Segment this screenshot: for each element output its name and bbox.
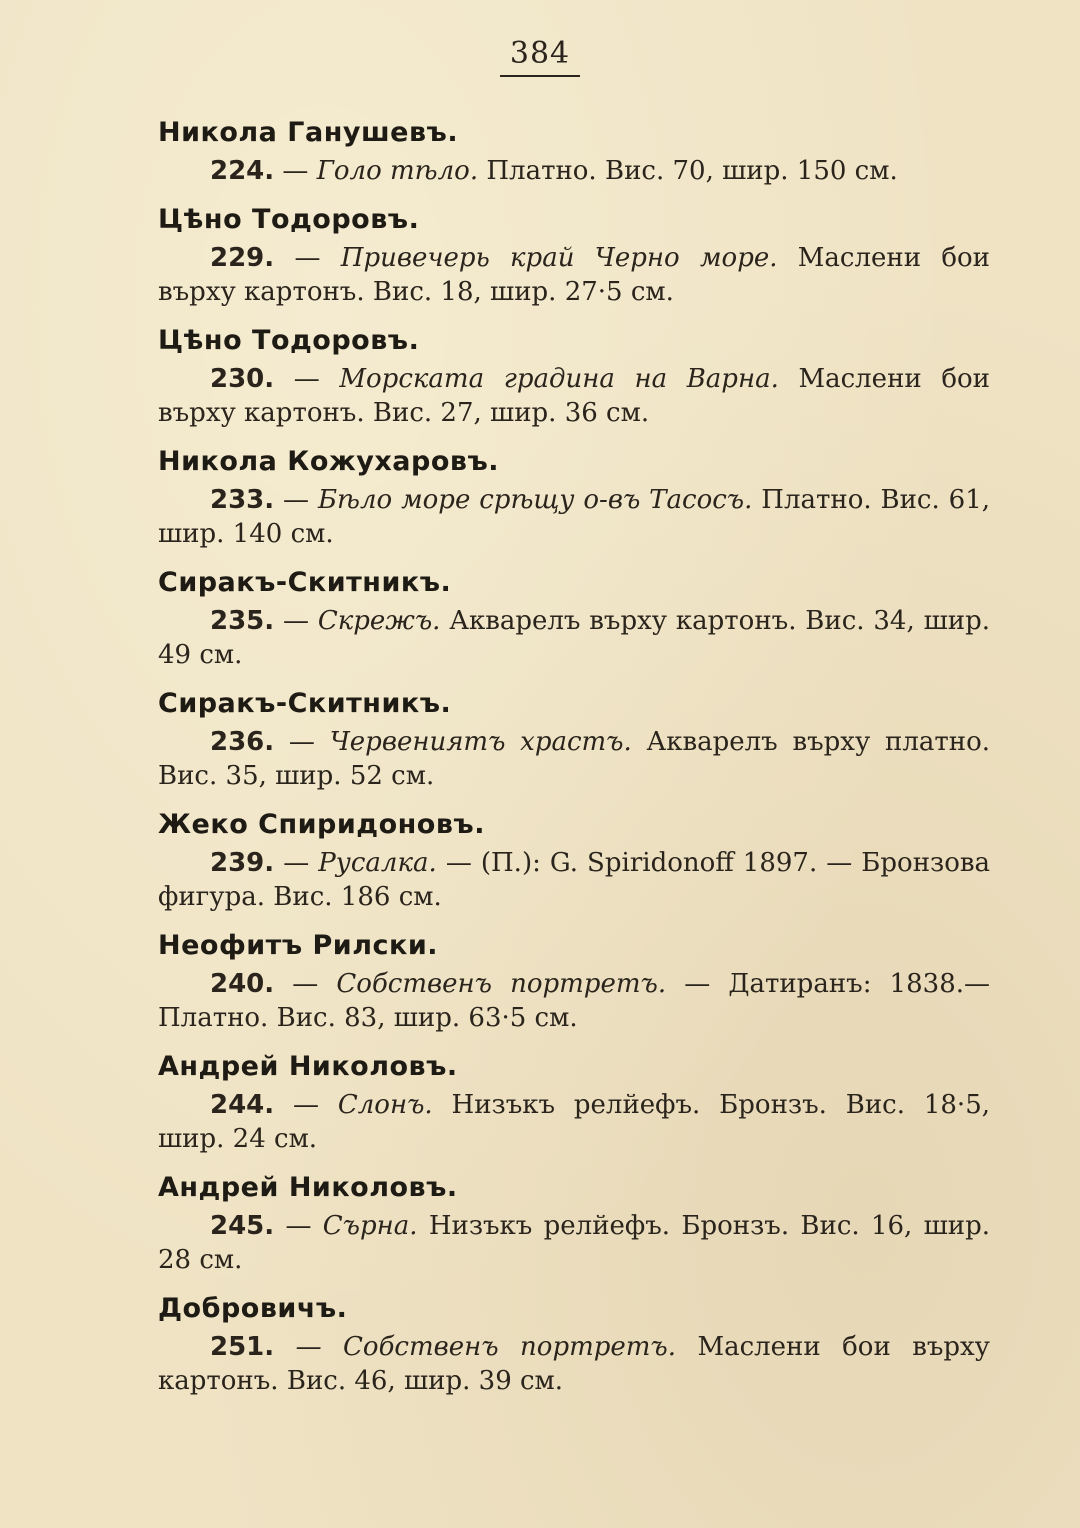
artwork-number: 224. bbox=[210, 156, 275, 186]
artwork-number: 229. bbox=[210, 243, 275, 273]
artwork-number: 236. bbox=[210, 727, 275, 757]
artist-name: Добровичъ. bbox=[158, 1293, 348, 1324]
dash: — bbox=[274, 243, 341, 273]
dash: — bbox=[274, 1211, 323, 1241]
artwork-title: Привечерь край Черно море. bbox=[340, 243, 778, 273]
artwork-details: Низъкъ релйефъ. Бронзъ. Вис. 18·5, шир. 24 см. bbox=[158, 1090, 990, 1154]
artwork-title: Голо тѣло. bbox=[316, 156, 479, 186]
artist-name: Жеко Спиридоновъ. bbox=[158, 809, 485, 840]
page-number bbox=[0, 36, 1080, 77]
catalogue-entry bbox=[158, 1050, 990, 1156]
artwork-details: Платно. Вис. 61, шир. 140 см. bbox=[158, 485, 991, 549]
artwork-title: Сърна. bbox=[322, 1211, 418, 1241]
artwork-number: 235. bbox=[210, 606, 275, 636]
artist-name: Андрей Николовъ. bbox=[158, 1172, 458, 1203]
catalogue-entry bbox=[158, 1171, 990, 1277]
artwork-number: 233. bbox=[210, 485, 275, 515]
artwork-number: 251. bbox=[210, 1332, 275, 1362]
artwork-number: 245. bbox=[210, 1211, 275, 1241]
dash: — bbox=[274, 848, 319, 878]
artist-name: Сиракъ-Скитникъ. bbox=[158, 567, 452, 598]
catalogue-entry bbox=[158, 929, 990, 1035]
artwork-details: Низъкъ релйефъ. Бронзъ. Вис. 16, шир. 28 см. bbox=[158, 1211, 991, 1275]
artwork-title: Собственъ портретъ. bbox=[336, 969, 667, 999]
page-number-text: 384 bbox=[500, 36, 580, 77]
artist-name: Сиракъ-Скитникъ. bbox=[158, 688, 452, 719]
catalogue-list bbox=[158, 116, 990, 1413]
artwork-title: Червениятъ храстъ. bbox=[329, 727, 632, 757]
artwork-description bbox=[158, 846, 990, 914]
artwork-number: 240. bbox=[210, 969, 275, 999]
artwork-details: Маслени бои върху картонъ. Вис. 27, шир. 36 см. bbox=[158, 364, 990, 428]
artwork-title: Бѣло море срѣщу о-въ Тасосъ. bbox=[317, 485, 753, 515]
artwork-description bbox=[158, 725, 990, 793]
artwork-description bbox=[158, 362, 990, 430]
artwork-description bbox=[158, 241, 990, 309]
catalogue-entry bbox=[158, 203, 990, 309]
artist-name: Цѣно Тодоровъ. bbox=[158, 204, 420, 235]
artwork-title: Слонъ. bbox=[337, 1090, 433, 1120]
artwork-description bbox=[158, 483, 990, 551]
artwork-title: Собственъ портретъ. bbox=[343, 1332, 677, 1362]
catalogue-entry bbox=[158, 566, 990, 672]
artwork-title: Скрежъ. bbox=[317, 606, 441, 636]
artwork-details: Акварелъ върху платно. Вис. 35, шир. 52 см. bbox=[158, 727, 990, 791]
dash: — bbox=[274, 156, 317, 186]
artwork-description bbox=[158, 1330, 990, 1398]
catalogue-entry bbox=[158, 116, 990, 188]
dash: — bbox=[274, 727, 330, 757]
artwork-details: Платно. Вис. 70, шир. 150 см. bbox=[478, 156, 898, 186]
catalogue-entry bbox=[158, 1292, 990, 1398]
dash: — bbox=[274, 969, 337, 999]
artwork-description bbox=[158, 604, 990, 672]
artwork-details: — Датиранъ: 1838.— Платно. Вис. 83, шир. 63·5 см. bbox=[158, 969, 990, 1033]
artwork-title: Русалка. bbox=[318, 848, 437, 878]
artwork-description bbox=[158, 1209, 990, 1277]
dash: — bbox=[274, 485, 318, 515]
artwork-number: 239. bbox=[210, 848, 275, 878]
dash: — bbox=[274, 1090, 338, 1120]
artwork-description bbox=[158, 154, 990, 188]
artist-name: Неофитъ Рилски. bbox=[158, 930, 438, 961]
artwork-number: 244. bbox=[210, 1090, 275, 1120]
artist-name: Цѣно Тодоровъ. bbox=[158, 325, 420, 356]
dash: — bbox=[274, 1332, 344, 1362]
artist-name: Андрей Николовъ. bbox=[158, 1051, 458, 1082]
artwork-description bbox=[158, 967, 990, 1035]
artist-name: Никола Кожухаровъ. bbox=[158, 446, 500, 477]
artwork-details: Акварелъ върху картонъ. Вис. 34, шир. 49 см. bbox=[158, 606, 990, 670]
catalogue-entry bbox=[158, 808, 990, 914]
catalogue-entry bbox=[158, 687, 990, 793]
catalogue-entry bbox=[158, 324, 990, 430]
artwork-title: Морската градина на Варна. bbox=[339, 364, 779, 394]
dash: — bbox=[274, 606, 318, 636]
artwork-number: 230. bbox=[210, 364, 275, 394]
artwork-details: — (П.): G. Spiridonoff 1897. — Бронзова фигура. Вис. 186 см. bbox=[158, 848, 991, 912]
artwork-details: Маслени бои върху картонъ. Вис. 46, шир. 39 см. bbox=[158, 1332, 990, 1396]
catalogue-entry bbox=[158, 445, 990, 551]
artist-name: Никола Ганушевъ. bbox=[158, 117, 459, 148]
artwork-description bbox=[158, 1088, 990, 1156]
dash: — bbox=[274, 364, 340, 394]
artwork-details: Маслени бои върху картонъ. Вис. 18, шир. 27·5 см. bbox=[158, 243, 990, 307]
